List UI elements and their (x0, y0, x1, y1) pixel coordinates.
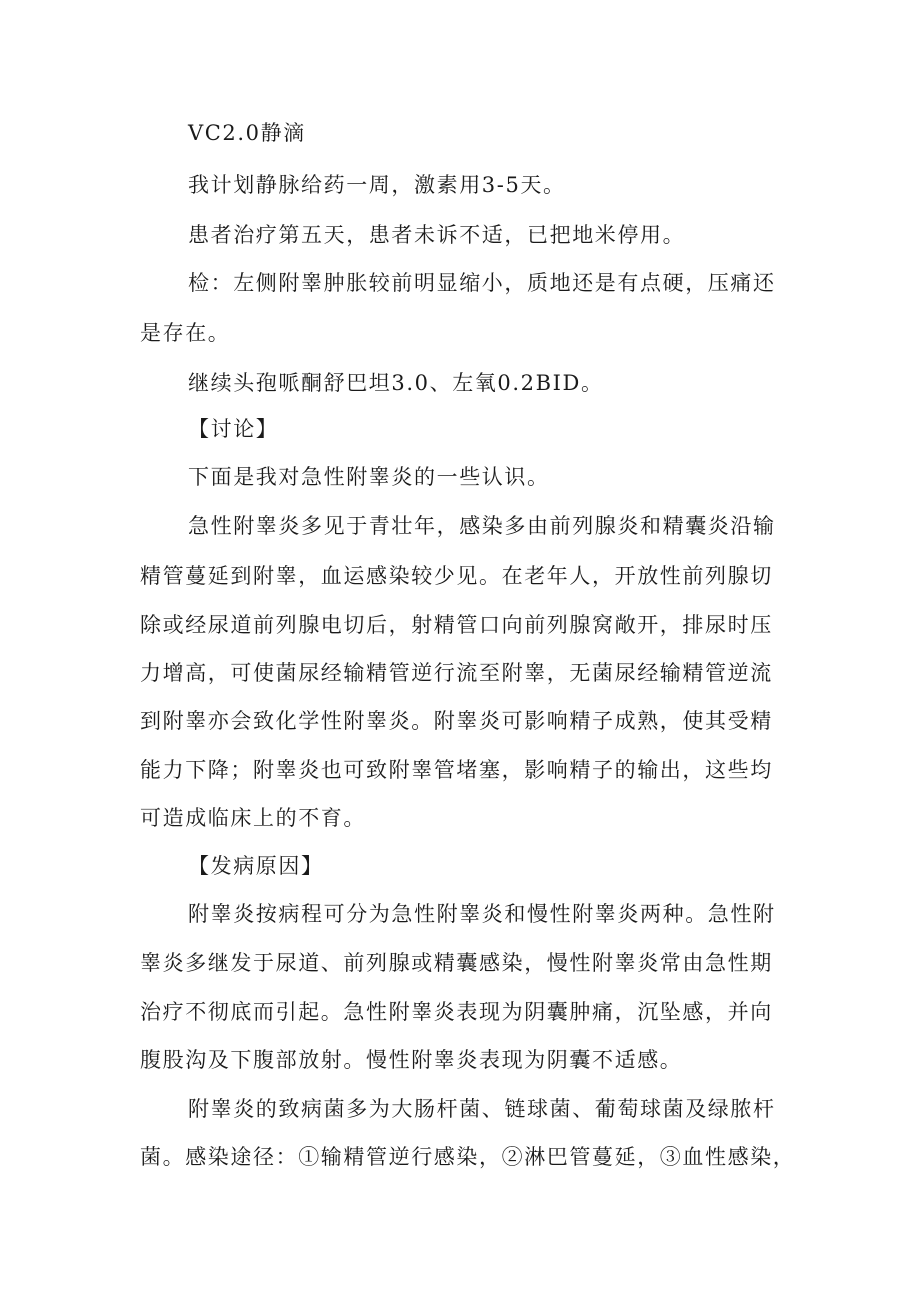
paragraph-line: 可造成临床上的不育。 (140, 806, 366, 830)
paragraph-line: 菌。感染途径：①输精管逆行感染，②淋巴管蔓延，③血性感染， (140, 1145, 796, 1169)
paragraph-line: 睾炎多继发于尿道、前列腺或精囊感染，慢性附睾炎常由急性期 (140, 951, 773, 975)
text-line-continue: 继续头孢哌酮舒巴坦3.0、左氧0.2BID。 (188, 371, 604, 395)
text-line-plan: 我计划静脉给药一周，激素用3-5天。 (188, 173, 566, 197)
paragraph-line: 能力下降；附睾炎也可致附睾管堵塞，影响精子的输出，这些均 (140, 758, 773, 782)
text-line-day-five: 患者治疗第五天，患者未诉不适，已把地米停用。 (188, 223, 686, 247)
paragraph-line: 腹股沟及下腹部放射。慢性附睾炎表现为阴囊不适感。 (140, 1048, 683, 1072)
paragraph-line: 力增高，可使菌尿经输精管逆行流至附睾，无菌尿经输精管逆流 (140, 661, 773, 685)
paragraph-line: 治疗不彻底而引起。急性附睾炎表现为阴囊肿痛，沉坠感，并向 (140, 1000, 773, 1024)
paragraph-line: 除或经尿道前列腺电切后，射精管口向前列腺窝敞开，排尿时压 (140, 613, 773, 637)
paragraph-line: 附睾炎按病程可分为急性附睾炎和慢性附睾炎两种。急性附 (188, 902, 776, 926)
paragraph-line: 附睾炎的致病菌多为大肠杆菌、链球菌、葡萄球菌及绿脓杆 (188, 1097, 776, 1121)
text-line-medication: VC2.0静滴 (188, 121, 306, 145)
text-line-exam-cont: 是存在。 (140, 321, 231, 345)
paragraph-line: 急性附睾炎多见于青壮年，感染多由前列腺炎和精囊炎沿输 (188, 514, 776, 538)
section-heading-discussion: 【讨论】 (188, 417, 279, 441)
paragraph-line: 到附睾亦会致化学性附睾炎。附睾炎可影响精子成熟，使其受精 (140, 709, 773, 733)
section-heading-cause: 【发病原因】 (188, 854, 324, 878)
text-line-exam: 检：左侧附睾肿胀较前明显缩小，质地还是有点硬，压痛还 (188, 271, 776, 295)
paragraph-line: 精管蔓延到附睾，血运感染较少见。在老年人，开放性前列腺切 (140, 564, 773, 588)
text-line-intro: 下面是我对急性附睾炎的一些认识。 (188, 465, 550, 489)
